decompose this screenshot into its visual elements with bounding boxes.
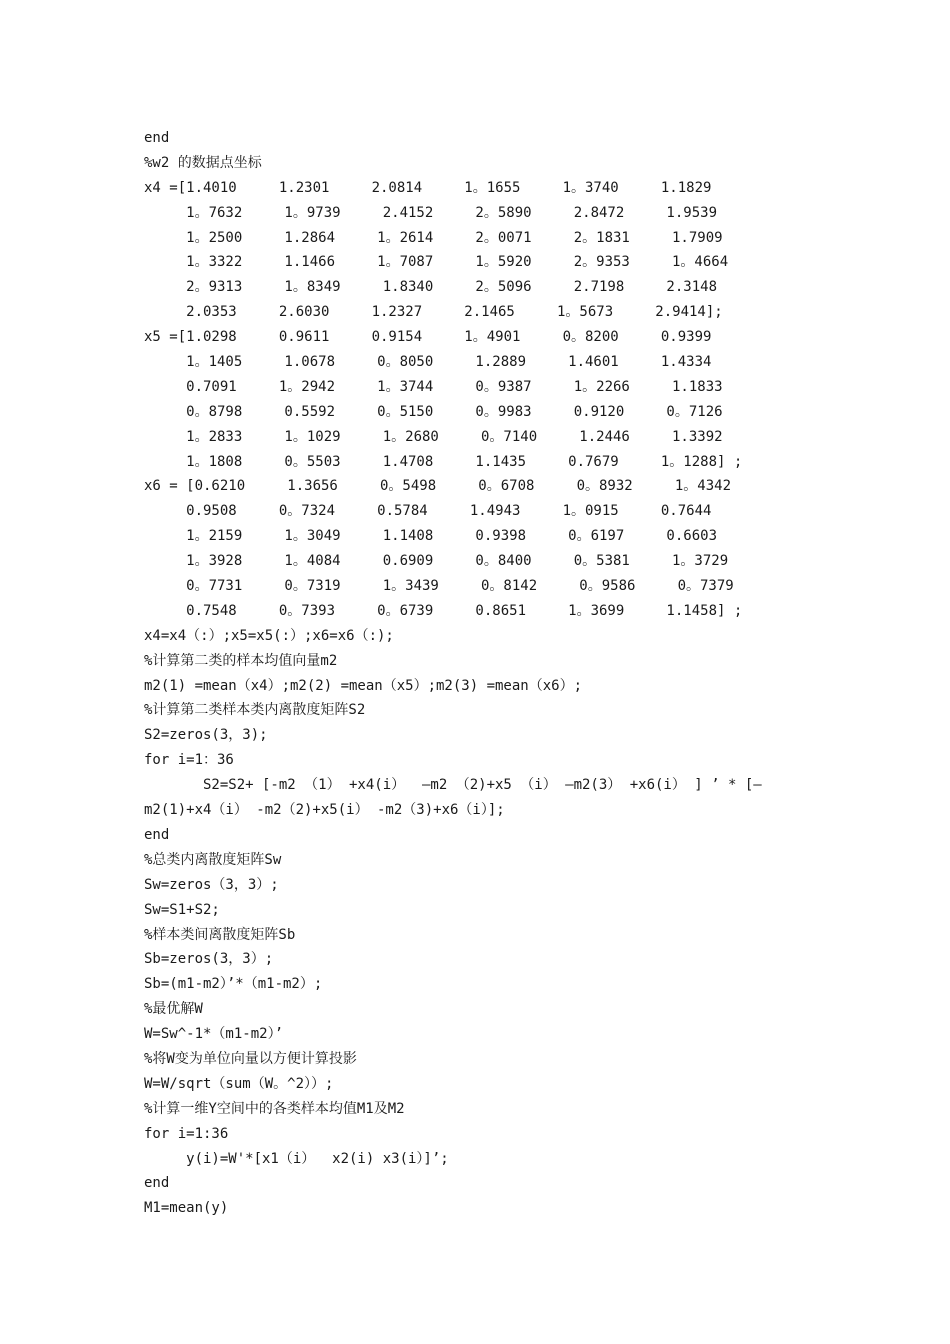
- code-comment-mean-m2: %计算第二类的样本均值向量m2: [144, 652, 338, 669]
- code-comment-w2-points: %w2 的数据点坐标: [144, 154, 262, 171]
- code-line-x4-row5: 2。9313 1。8349 1.8340 2。5096 2.7198 2.3148: [144, 279, 718, 296]
- code-line-for-loop-1: for i=1：36: [144, 752, 234, 769]
- code-line-x6-row2: 0.9508 0。7324 0.5784 1.4943 1。0915 0.7644: [144, 503, 712, 520]
- code-line-x4-row4: 1。3322 1.1466 1。7087 1。5920 2。9353 1。4664: [144, 254, 729, 271]
- code-line-s2-accum-b: m2(1)+x4（i） -m2（2)+x5(i） -m2（3)+x6（i）];: [144, 802, 505, 819]
- code-line-end-2: end: [144, 826, 170, 843]
- code-line-y-projection: y(i)=W'*[x1（i） x2(i) x3(i）]’;: [144, 1150, 449, 1167]
- code-comment-s2: %计算第二类样本类内离散度矩阵S2: [144, 702, 366, 719]
- code-comment-unit-vector: %将W变为单位向量以方便计算投影: [144, 1050, 357, 1067]
- code-line-x5-row2: 1。1405 1.0678 0。8050 1.2889 1.4601 1.4334: [144, 354, 712, 371]
- code-line-end-3: end: [144, 1175, 170, 1192]
- code-line-x4-row2: 1。7632 1。9739 2.4152 2。5890 2.8472 1.9539: [144, 204, 718, 221]
- code-line-s2-zeros: S2=zeros(3，3);: [144, 727, 268, 744]
- code-line-x6-row4: 1。3928 1。4084 0.6909 0。8400 0。5381 1。3729: [144, 553, 729, 570]
- matlab-code-block: [144, 126, 824, 1221]
- code-line-end: end: [144, 130, 170, 146]
- code-line-w-normalize: W=W/sqrt（sum（W。^2））;: [144, 1075, 334, 1092]
- code-line-x5-row3: 0.7091 1。2942 1。3744 0。9387 1。2266 1.1833: [144, 378, 723, 395]
- code-line-for-loop-2: for i=1:36: [144, 1125, 229, 1142]
- code-line-x4-row6: 2.0353 2.6030 1.2327 2.1465 1。5673 2.9414];: [144, 304, 723, 321]
- code-line-x4-row1: x4 =[1.4010 1.2301 2.0814 1。1655 1。3740 1.1829: [144, 179, 712, 196]
- code-line-x5-row6: 1。1808 0。5503 1.4708 1.1435 0.7679 1。1288] ;: [144, 453, 743, 470]
- code-line-x5-row1: x5 =[1.0298 0.9611 0.9154 1。4901 0。8200 0.9399: [144, 329, 712, 346]
- code-line-x6-row5: 0。7731 0。7319 1。3439 0。8142 0。9586 0。7379: [144, 578, 734, 595]
- code-line-x6-row6: 0.7548 0。7393 0。6739 0.8651 1。3699 1.1458] ;: [144, 602, 743, 619]
- code-comment-sb: %样本类间离散度矩阵Sb: [144, 926, 296, 943]
- code-line-x5-row5: 1。2833 1。1029 1。2680 0。7140 1.2446 1.3392: [144, 428, 723, 445]
- code-line-m1-mean: M1=mean(y): [144, 1200, 229, 1217]
- code-line-m2-mean: m2(1) =mean（x4）;m2(2) =mean（x5）;m2(3) =mean（x6）;: [144, 677, 583, 694]
- code-line-x5-row4: 0。8798 0.5592 0。5150 0。9983 0.9120 0。7126: [144, 403, 723, 420]
- code-line-sb-zeros: Sb=zeros(3，3）;: [144, 951, 274, 968]
- code-line-x6-row1: x6 = [0.6210 1.3656 0。5498 0。6708 0。8932 1。4342: [144, 478, 732, 495]
- code-comment-optimal-w: %最优解W: [144, 1001, 203, 1018]
- code-line-sw-sum: Sw=S1+S2;: [144, 901, 220, 918]
- code-line-x4-row3: 1。2500 1.2864 1。2614 2。0071 2。1831 1.7909: [144, 229, 723, 246]
- code-line-s2-accum-a: S2=S2+ [-m2 （1） +x4(i） —m2 （2)+x5 （i） —m2(3） +x6(i） ] ’ * [—: [144, 777, 762, 794]
- code-comment-sw: %总类内离散度矩阵Sw: [144, 851, 282, 868]
- code-line-sb-product: Sb=(m1-m2）’*（m1-m2）;: [144, 976, 323, 993]
- code-line-x6-row3: 1。2159 1。3049 1.1408 0.9398 0。6197 0.6603: [144, 528, 718, 545]
- code-line-w-solve: W=Sw^-1*（m1-m2）’: [144, 1026, 284, 1043]
- code-line-sw-zeros: Sw=zeros（3，3）;: [144, 876, 279, 893]
- code-line-reshape: x4=x4（:）;x5=x5(:）;x6=x6（:);: [144, 627, 394, 644]
- code-comment-projection-means: %计算一维Y空间中的各类样本均值M1及M2: [144, 1100, 405, 1117]
